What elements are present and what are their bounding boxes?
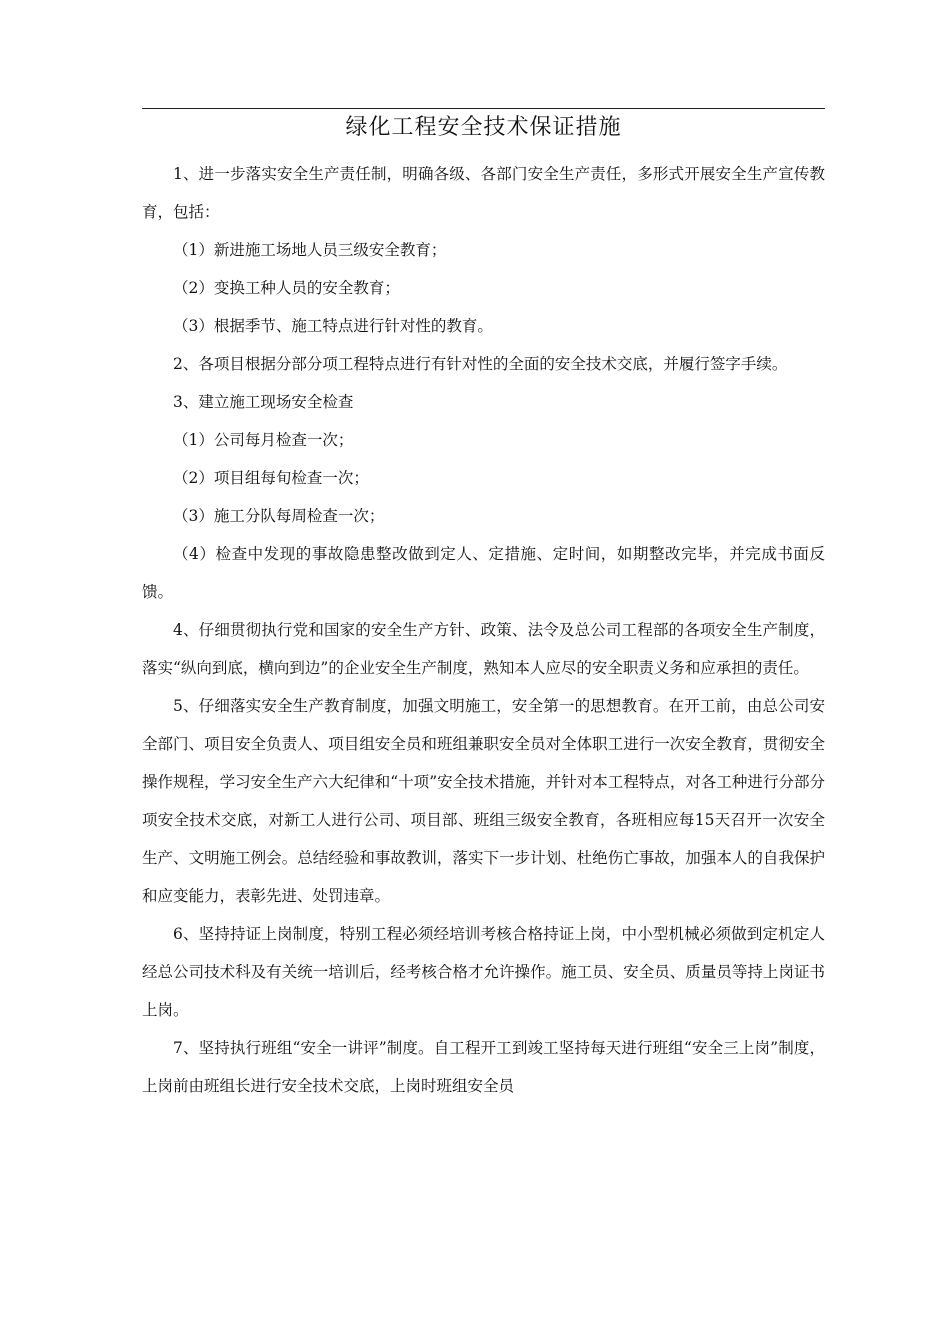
paragraph-7: 7、坚持执行班组“安全一讲评”制度。自工程开工到竣工坚持每天进行班组“安全三上岗”制度，上岗前由班组长进行安全技术交底，上岗时班组安全员 xyxy=(142,1039,825,1095)
header-rule xyxy=(142,108,825,109)
list-item-3-1: （1）公司每月检查一次； xyxy=(173,431,354,449)
paragraph-2: 2、各项目根据分部分项工程特点进行有针对性的全面的安全技术交底，并履行签字手续。 xyxy=(173,355,788,373)
list-item-1-2: （2）变换工种人员的安全教育； xyxy=(173,279,400,297)
list-item-3-3: （3）施工分队每周检查一次； xyxy=(173,507,385,525)
list-item-1-3: （3）根据季节、施工特点进行针对性的教育。 xyxy=(173,317,493,335)
document-page xyxy=(142,108,825,1105)
paragraph-6: 6、坚持持证上岗制度，特别工程必须经培训考核合格持证上岗，中小型机械必须做到定机定人经总公司技术科及有关统一培训后，经考核合格才允许操作。施工员、安全员、质量员等持上岗证书上岗。 xyxy=(142,925,825,1019)
list-item-3-2: （2）项目组每旬检查一次； xyxy=(173,469,369,487)
paragraph-5: 5、仔细落实安全生产教育制度，加强文明施工，安全第一的思想教育。在开工前，由总公司安全部门、项目安全负责人、项目组安全员和班组兼职安全员对全体职工进行一次安全教育，贯彻安全操作规程，学习安全生产六大纪律和“十项”安全技术措施，并针对本工程特点，对各工种进行分部分项安全技术交底，对新工人进行公司、项目部、班组三级安全教育，各班相应每15天召开一次安全生产、文明施工例会。总结经验和事故教训，落实下一步计划、杜绝伤亡事故，加强本人的自我保护和应变能力，表彰先进、处罚违章。 xyxy=(142,697,825,905)
paragraph-4: 4、仔细贯彻执行党和国家的安全生产方针、政策、法令及总公司工程部的各项安全生产制度，落实“纵向到底，横向到边”的企业安全生产制度，熟知本人应尽的安全职责义务和应承担的责任。 xyxy=(142,621,825,677)
paragraph-1: 1、进一步落实安全生产责任制，明确各级、各部门安全生产责任，多形式开展安全生产宣传教育，包括： xyxy=(142,165,825,221)
document-title: 绿化工程安全技术保证措施 xyxy=(345,115,622,140)
list-item-3-4: （4）检查中发现的事故隐患整改做到定人、定措施、定时间，如期整改完毕，并完成书面反馈。 xyxy=(142,545,825,601)
list-item-1-1: （1）新进施工场地人员三级安全教育； xyxy=(173,241,447,259)
paragraph-3: 3、建立施工现场安全检查 xyxy=(173,393,354,411)
